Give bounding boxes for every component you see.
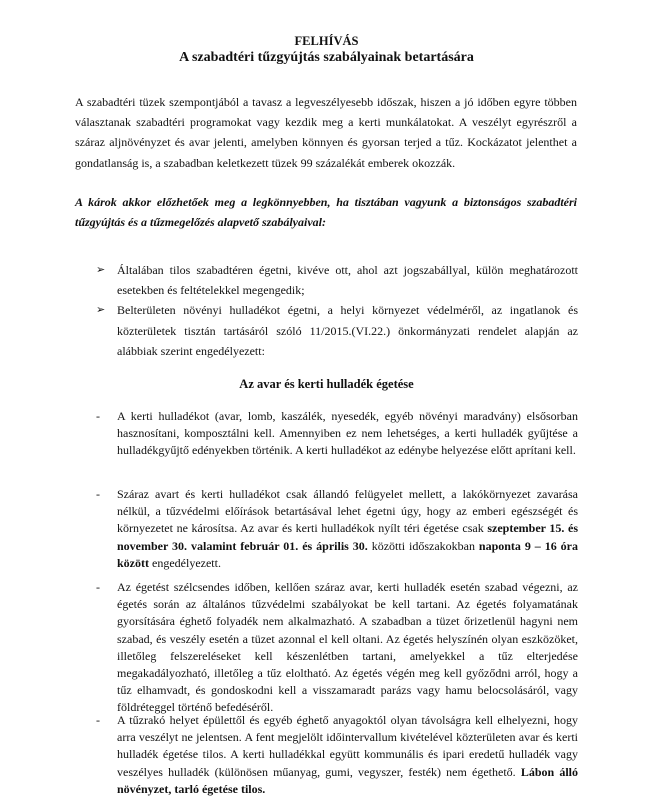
list-item-text (117, 486, 578, 572)
bullet-item (96, 260, 578, 300)
intro-text: A szabadtéri tüzek szempontjából a tavasz a legveszélyesebb időszak, hiszen a jó időben egyre többen választanak szabadtéri programokat vagy kezdik meg a kerti munkálatokat. A veszélyt egyrészről a száraz aljnövényzet és avar jelenti, amelyben könnyen és gyorsan terjed a tűz. Kockázatot jelenthet a gondatlanság is, a szabadban keletkezett tüzek 99 százalékát emberek okozzák. (75, 95, 577, 170)
text-run: Száraz avart és kerti hulladékot csak állandó felügyelet mellett, a lakókörnyezet zavarása nélkül, a tűzvédelmi előírások betartásával lehet égetni úgy, hogy az emberi egészségét és környezetet ne károsítsa. Az avar és kerti hulladékok nyílt téri égetése csak (117, 487, 578, 536)
dash-bullet-icon: - (96, 713, 100, 727)
dash-bullet-icon: - (96, 409, 100, 423)
list-item (96, 712, 578, 798)
intro-emphasis: A károk akkor előzhetőek meg a legkönnyebben, ha tisztában vagyunk a biztonságos szabadtéri tűzgyújtás és a tűzmegelőzés alapvető szabályaival: (75, 195, 577, 230)
list-item-text (117, 712, 578, 798)
list-item (96, 486, 578, 572)
intro-paragraph (75, 92, 577, 173)
arrow-bullet-icon: ➢ (96, 264, 106, 276)
dash-bullet-icon: - (96, 580, 100, 594)
list-item (96, 579, 578, 717)
date-range-emphasis: szeptember 15. és november 30. valamint február 01. és április 30. (117, 521, 579, 553)
list-item (96, 408, 578, 460)
arrow-bullet-icon: ➢ (96, 304, 106, 317)
document-title: A szabadtéri tűzgyújtás szabályainak betartására (179, 50, 474, 65)
bullet-list (96, 260, 578, 361)
section-title: Az avar és kerti hulladék égetése (239, 377, 414, 391)
text-run: közötti időszakokban (367, 538, 479, 553)
list-item-text: Az égetést szélcsendes időben, kellően száraz avar, kerti hulladék esetén szabad végezni, az égetés során az általános tűzvédelmi szabályokat be kell tartani. Az égetés folyamatának gyorsítására éghető folyadék nem alkalmazható. A szabadban a tüzet őrizetlenül hagyni nem szabad, és veszély esetén a tüzet azonnal el kell oltani. Az égetés helyszínén olyan eszközöket, illetőleg felszereléseket kell készenlétben tartani, amelyekkel a tűz elterjedése megakadályozható, illetőleg a tűz eloltható. Az égetés végén meg kell győződni arról, hogy a tűz elhamvadt, és gondoskodni kell a visszamaradt parázs vagy hamu belocsolásáról, vagy földréteggel történő befedéséről. (117, 580, 578, 715)
bullet-item (96, 300, 578, 361)
bullet-text: Belterületen növényi hulladékot égetni, a helyi környezet védelméről, az ingatlanok és közterületek tisztán tartásáról szóló 11/2015.(VI.22.) önkormányzati rendelet alapján az alábbiak szerint engedélyezett: (117, 303, 578, 358)
bullet-text: Általában tilos szabadtéren égetni, kivéve ott, ahol azt jogszabállyal, külön meghatározott esetekben és feltételekkel megengedik; (117, 263, 578, 298)
document-label: FELHÍVÁS (294, 34, 359, 48)
dash-bullet-icon: - (96, 487, 100, 501)
list-item-text: A kerti hulladékot (avar, lomb, kaszálék, nyesedék, egyéb növényi maradvány) elsősorban hasznosítani, komposztálni kell. Amennyiben ez nem lehetséges, a kerti hulladék gyűjtése a hulladékgyűjtő edényekben történik. A kerti hulladékot az edénybe helyezése előtt aprítani kell. (117, 409, 578, 458)
hours-emphasis: naponta 9 – 16 óra között (117, 538, 578, 570)
prohibition-emphasis: Lábon álló növényzet, tarló égetése tilos. (117, 764, 578, 796)
text-run: A tűzrakó helyet épülettől és egyéb éghető anyagoktól olyan távolságra kell elhelyezni, hogy arra veszélyt ne jelentsen. A fent megjelölt időintervallum kivételével közterületen avar és kerti hulladék égetése tilos. A kerti hulladékkal együtt kommunális és ipari eredetű hulladék vagy veszélyes hulladék (különösen műanyag, gumi, vegyszer, festék) nem égethető. (117, 713, 578, 779)
text-run: engedélyezett. (149, 555, 221, 570)
